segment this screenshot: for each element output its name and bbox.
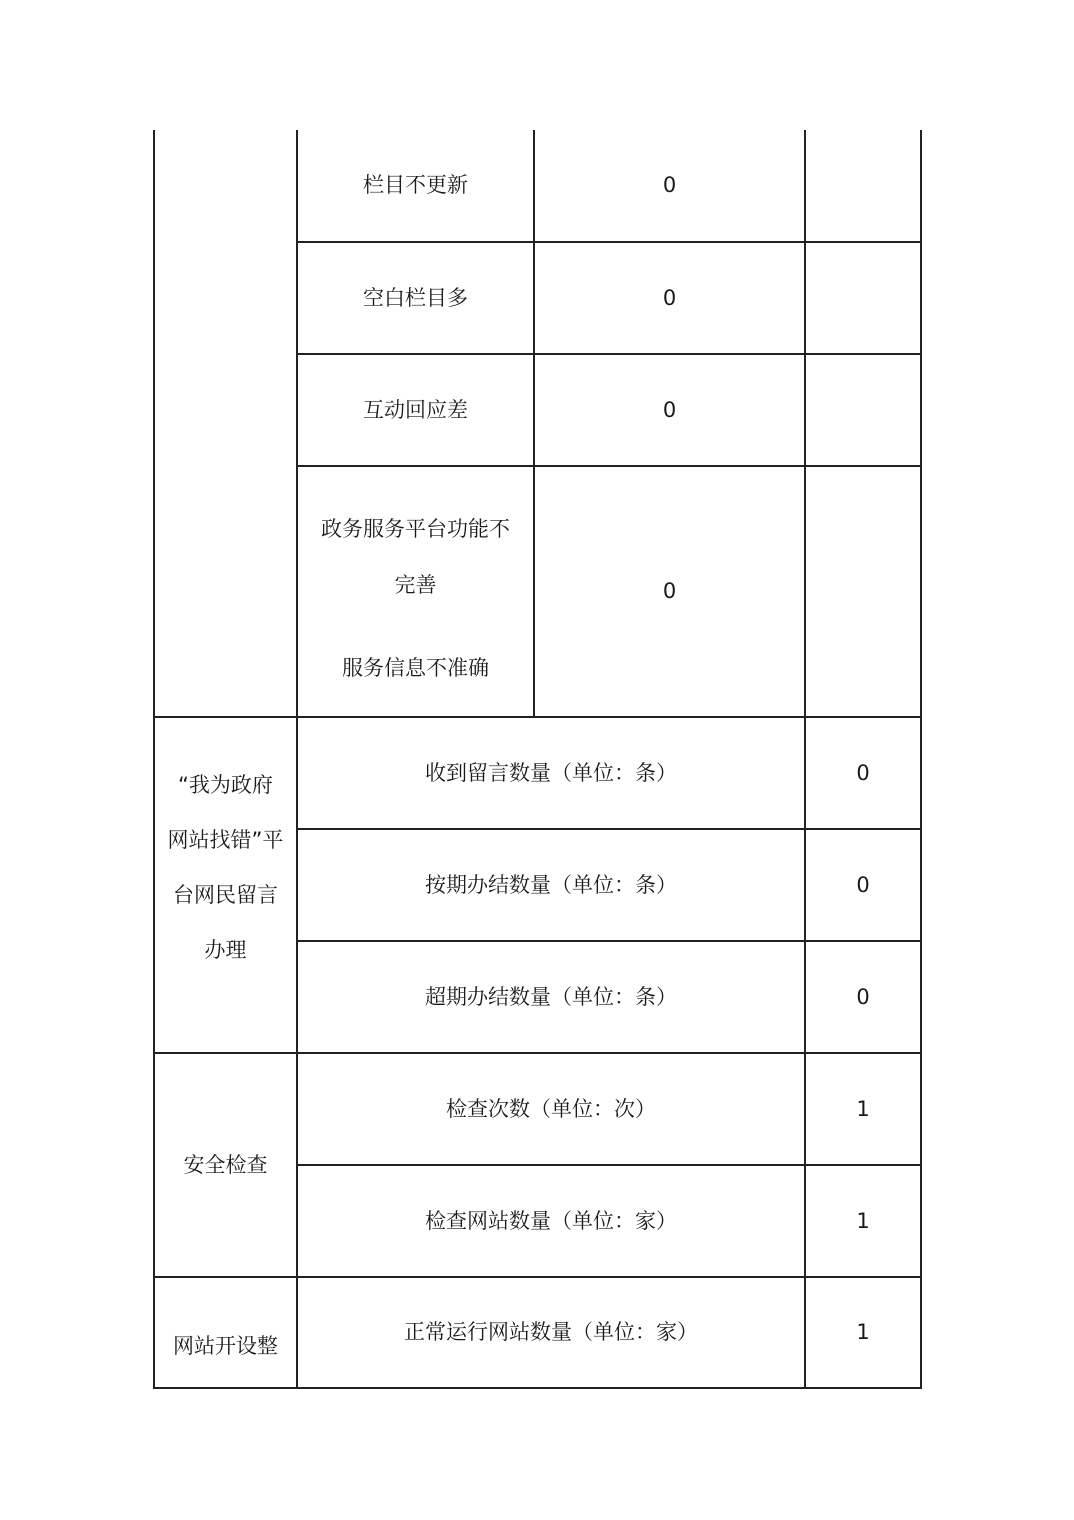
feedback-label: 超期办结数量（单位：条） — [425, 984, 677, 1009]
platform-label-line2: 完善 — [394, 573, 437, 597]
header-line: 台网民留言 — [173, 883, 278, 907]
issue-value: 0 — [662, 173, 677, 197]
table-cell-value — [535, 467, 804, 716]
table-cell-value — [806, 942, 920, 1052]
table-cell-label — [298, 355, 533, 465]
header-text: 安全检查 — [183, 1152, 268, 1177]
table-cell-label — [298, 467, 533, 716]
site-value: 1 — [856, 1320, 870, 1344]
header-line: 办理 — [204, 938, 247, 962]
issue-label: 空白栏目多 — [363, 285, 468, 310]
section-header-feedback — [155, 718, 296, 1052]
table-cell-value — [806, 1278, 920, 1387]
table-cell-value — [806, 1166, 920, 1276]
issue-label: 栏目不更新 — [363, 173, 468, 197]
table-cell-value — [535, 130, 804, 241]
table-cell-value — [806, 830, 920, 940]
feedback-label: 按期办结数量（单位：条） — [425, 872, 677, 897]
table-cell-label — [298, 1166, 804, 1276]
table-cell-label — [298, 130, 533, 241]
feedback-label: 收到留言数量（单位：条） — [425, 760, 677, 785]
security-label: 检查网站数量（单位：家） — [425, 1208, 677, 1233]
security-value: 1 — [856, 1208, 870, 1233]
issue-value: 0 — [662, 285, 677, 310]
issue-value: 0 — [662, 397, 677, 422]
table-cell-label — [298, 243, 533, 353]
section-header-security — [155, 1054, 296, 1276]
table-cell-value — [535, 243, 804, 353]
issue-label: 互动回应差 — [363, 397, 468, 422]
statistics-table — [153, 130, 922, 1389]
table-cell-label — [298, 1054, 804, 1164]
table-border-bottom — [153, 1387, 922, 1389]
table-cell-value — [535, 355, 804, 465]
header-line: 网站找错”平 — [167, 828, 284, 852]
header-text: 网站开设整 — [173, 1334, 278, 1358]
table-cell-label — [298, 942, 804, 1052]
table-border-right — [920, 130, 922, 1389]
header-line: “我为政府 — [178, 773, 273, 797]
table-cell-label — [298, 718, 804, 828]
security-label: 检查次数（单位：次） — [446, 1096, 656, 1121]
platform-value: 0 — [662, 579, 677, 603]
site-label: 正常运行网站数量（单位：家） — [404, 1320, 698, 1344]
table-cell-value — [806, 718, 920, 828]
table-cell-value — [806, 1054, 920, 1164]
feedback-value: 0 — [856, 872, 870, 897]
section-header-site — [155, 1278, 296, 1387]
table-cell-label — [298, 830, 804, 940]
table-cell-label — [298, 1278, 804, 1387]
platform-label-line3: 服务信息不准确 — [342, 656, 489, 680]
platform-label-line1: 政务服务平台功能不 — [321, 517, 510, 541]
security-value: 1 — [856, 1096, 870, 1121]
feedback-value: 0 — [856, 760, 870, 785]
feedback-value: 0 — [856, 984, 870, 1009]
